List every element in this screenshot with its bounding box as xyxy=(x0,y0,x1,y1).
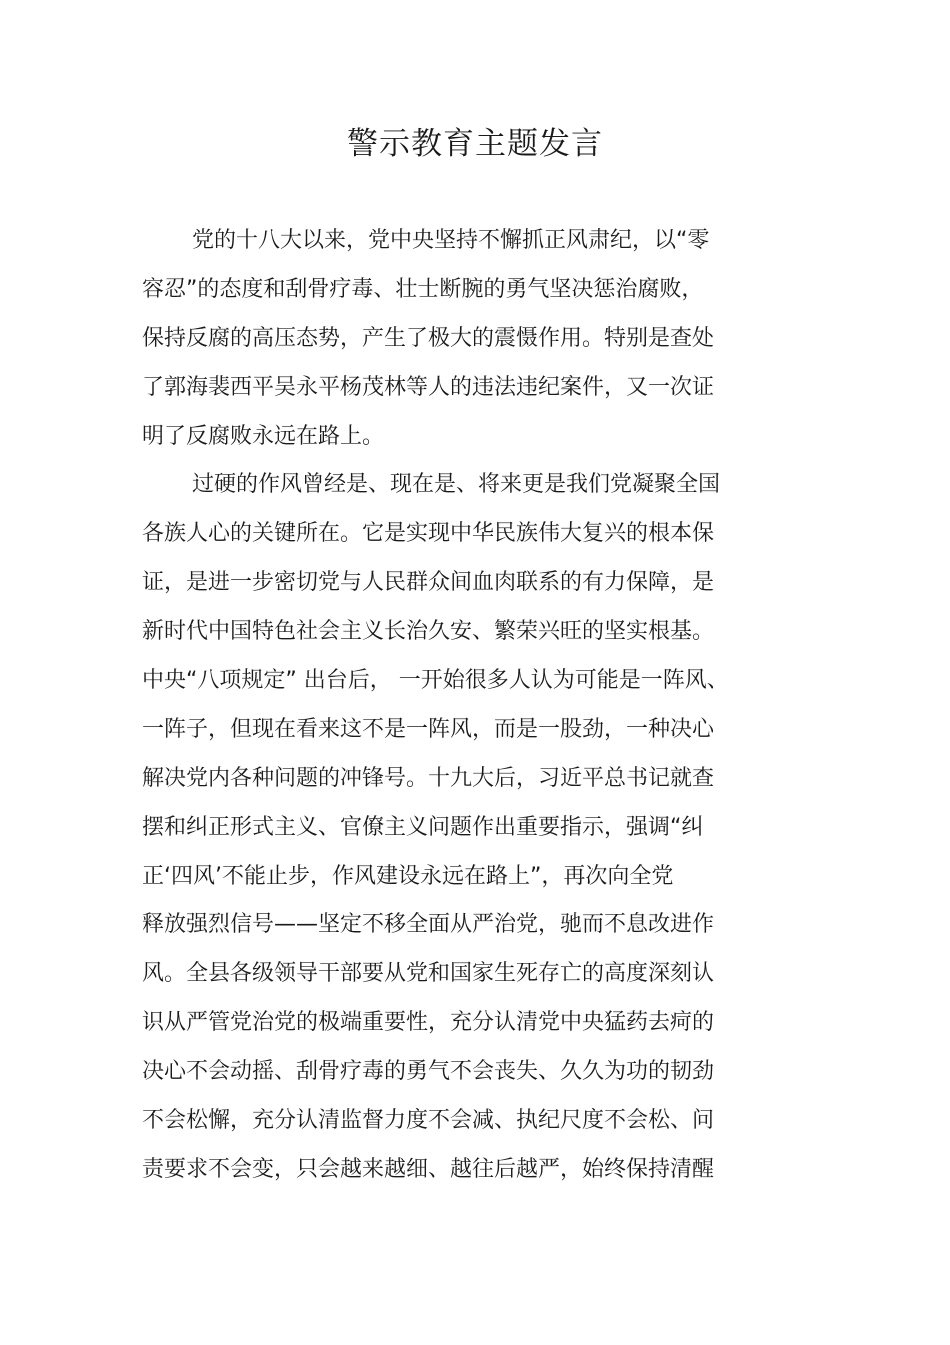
body-line: 新时代中国特色社会主义长治久安、繁荣兴旺的坚实根基。 xyxy=(142,619,715,645)
body-line: 解决党内各种问题的冲锋号。十九大后，习近平总书记就查 xyxy=(142,765,715,791)
body-line: 保持反腐的高压态势，产生了极大的震慑作用。特别是查处 xyxy=(142,325,715,351)
body-line: 党的十八大以来，党中央坚持不懈抓正风肃纪，以“零 xyxy=(192,228,710,253)
body-line: 中央“八项规定” 出台后， 一开始很多人认为可能是一阵风、 xyxy=(142,668,729,694)
body-line: 容忍”的态度和刮骨疗毒、壮士断腕的勇气坚决惩治腐败， xyxy=(142,276,704,302)
body-line: 决心不会动摇、刮骨疗毒的勇气不会丧失、久久为功的韧劲 xyxy=(142,1059,715,1085)
body-line: 释放强烈信号——坚定不移全面从严治党，驰而不息改进作 xyxy=(142,912,715,938)
document-title: 警示教育主题发言 xyxy=(347,126,603,162)
body-line: 识从严管党治党的极端重要性，充分认清党中央猛药去疴的 xyxy=(142,1010,715,1036)
body-line: 过硬的作风曾经是、现在是、将来更是我们党凝聚全国 xyxy=(192,472,721,498)
body-line: 各族人心的关键所在。它是实现中华民族伟大复兴的根本保 xyxy=(142,521,715,547)
body-line: 正‘四风’不能止步，作风建设永远在路上”，再次向全党 xyxy=(142,863,674,889)
body-line: 摆和纠正形式主义、官僚主义问题作出重要指示，强调“纠 xyxy=(142,814,704,840)
body-line: 一阵子，但现在看来这不是一阵风，而是一股劲，一种决心 xyxy=(142,716,715,742)
body-line: 风。全县各级领导干部要从党和国家生死存亡的高度深刻认 xyxy=(142,961,715,987)
body-line: 了郭海裴西平吴永平杨茂林等人的违法违纪案件，又一次证 xyxy=(142,374,715,400)
document-body xyxy=(142,217,782,1195)
body-line: 证，是进一步密切党与人民群众间血肉联系的有力保障，是 xyxy=(142,570,715,596)
body-line: 不会松懈，充分认清监督力度不会减、执纪尺度不会松、问 xyxy=(142,1108,715,1134)
body-line: 明了反腐败永远在路上。 xyxy=(142,423,385,449)
body-line: 责要求不会变，只会越来越细、越往后越严，始终保持清醒 xyxy=(142,1156,715,1182)
